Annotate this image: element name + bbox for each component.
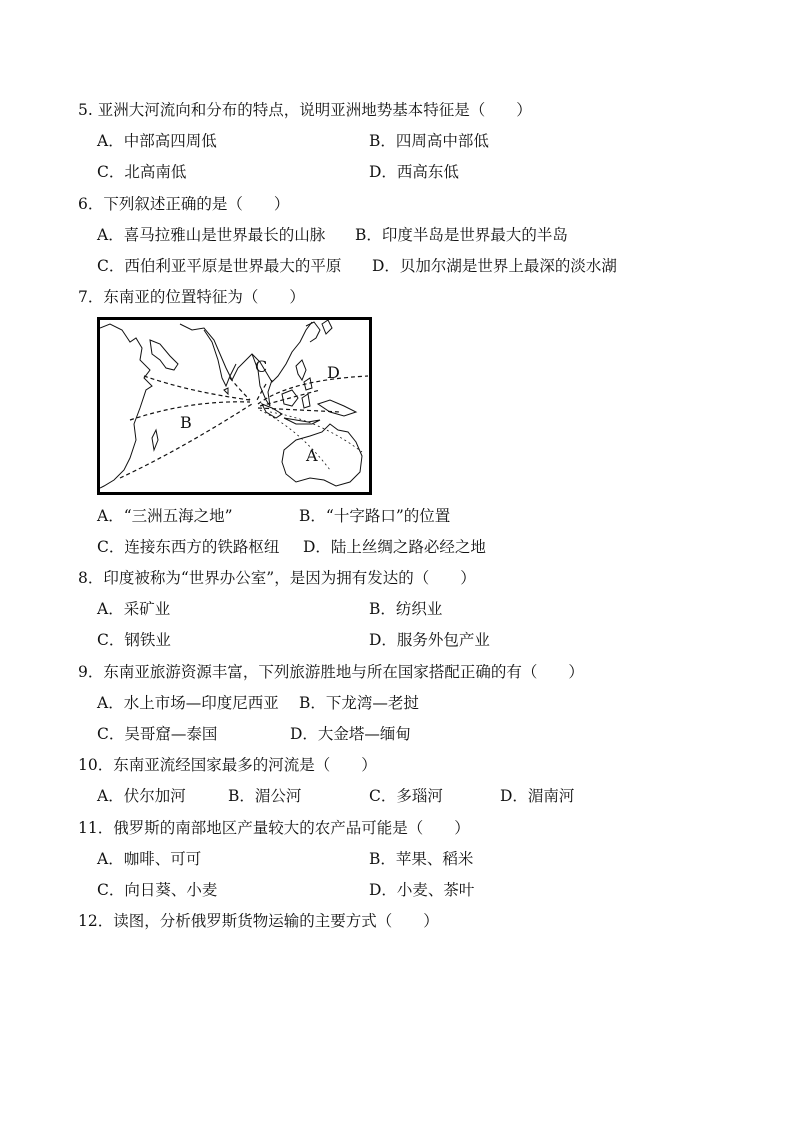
q10-option-b: B．湄公河 [228, 787, 302, 805]
q8-option-c: C．钢铁业 [97, 631, 171, 649]
question-6-stem: 6．下列叙述正确的是（ ） [78, 195, 290, 213]
q6-option-d: D．贝加尔湖是世界上最深的淡水湖 [372, 257, 617, 275]
map-label-d: D [327, 363, 340, 382]
q6-option-a: A．喜马拉雅山是世界最长的山脉 [97, 226, 326, 244]
q5-option-d: D．西高东低 [369, 163, 459, 181]
q6-option-c: C．西伯利亚平原是世界最大的平原 [97, 257, 342, 275]
map-label-b: B [180, 413, 192, 432]
q7-option-b: B．“十字路口”的位置 [299, 507, 451, 525]
q9-option-c: C．吴哥窟—泰国 [97, 725, 218, 743]
q10-option-c: C．多瑙河 [369, 787, 443, 805]
q8-option-a: A．采矿业 [97, 600, 171, 618]
q11-option-b: B．苹果、稻米 [369, 850, 474, 868]
question-8-stem: 8．印度被称为“世界办公室”，是因为拥有发达的（ ） [78, 569, 476, 587]
q10-option-d: D．湄南河 [500, 787, 575, 805]
question-10-stem: 10．东南亚流经国家最多的河流是（ ） [78, 756, 377, 774]
q9-option-b: B．下龙湾—老挝 [299, 694, 419, 712]
question-7-stem: 7．东南亚的位置特征为（ ） [78, 288, 305, 306]
q11-option-c: C．向日葵、小麦 [97, 881, 218, 899]
q5-option-a: A．中部高四周低 [97, 132, 217, 150]
q7-option-c: C．连接东西方的铁路枢纽 [97, 538, 280, 556]
q11-option-d: D．小麦、茶叶 [369, 881, 475, 899]
q10-option-a: A．伏尔加河 [97, 787, 186, 805]
question-12-stem: 12．读图，分析俄罗斯货物运输的主要方式（ ） [78, 912, 439, 930]
q5-option-c: C．北高南低 [97, 163, 187, 181]
q7-option-a: A．“三洲五海之地” [97, 507, 233, 525]
q8-option-d: D．服务外包产业 [369, 631, 490, 649]
question-9-stem: 9．东南亚旅游资源丰富，下列旅游胜地与所在国家搭配正确的有（ ） [78, 663, 584, 681]
q7-option-d: D．陆上丝绸之路必经之地 [303, 538, 486, 556]
q6-option-b: B．印度半岛是世界最大的半岛 [355, 226, 568, 244]
question-5-stem: 5. 亚洲大河流向和分布的特点，说明亚洲地势基本特征是（ ） [78, 101, 532, 119]
q11-option-a: A．咖啡、可可 [97, 850, 202, 868]
q8-option-b: B．纺织业 [369, 600, 443, 618]
southeast-asia-map [97, 317, 372, 495]
q9-option-a: A．水上市场—印度尼西亚 [97, 694, 279, 712]
map-drawing [100, 320, 369, 492]
map-label-c: C [255, 357, 268, 376]
q9-option-d: D．大金塔—缅甸 [290, 725, 411, 743]
question-11-stem: 11．俄罗斯的南部地区产量较大的农产品可能是（ ） [78, 819, 470, 837]
map-label-a: A [306, 446, 318, 465]
q5-option-b: B．四周高中部低 [369, 132, 489, 150]
